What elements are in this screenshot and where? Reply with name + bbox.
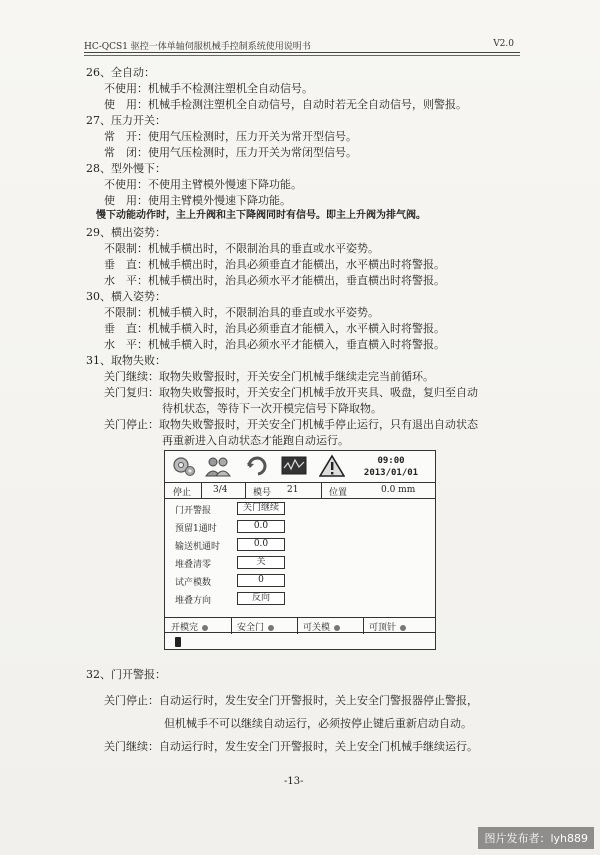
battery-icon xyxy=(175,637,181,647)
setting-value[interactable]: 0.0 xyxy=(237,538,285,551)
section-26-title: 26、全自动： xyxy=(86,66,155,79)
page-header xyxy=(84,37,520,53)
text-line: 待机状态，等待下一次开模完信号下降取物。 xyxy=(162,402,382,415)
page-number: -13- xyxy=(284,776,304,787)
setting-row xyxy=(165,589,435,607)
hmi-status-bar xyxy=(165,483,435,499)
setting-value[interactable]: 关门继续 xyxy=(237,502,285,515)
users-icon xyxy=(205,454,231,478)
signal-safety-door xyxy=(237,620,274,633)
divider xyxy=(245,483,246,499)
header-version: V2.0 xyxy=(493,39,514,49)
hmi-screen xyxy=(164,450,436,650)
hmi-clock xyxy=(351,455,431,479)
text-line: 关门复归：取物失败警报时，开关安全门机械手放开夹具、吸盘，复归至自动 xyxy=(104,386,478,399)
divider xyxy=(321,483,322,499)
text-line: 关门继续：自动运行时，发生安全门开警报时，关上安全门机械手继续运行。 xyxy=(104,740,478,753)
position-value: 0.0 mm xyxy=(381,485,416,495)
text-line: 再重新进入自动状态才能跑自动运行。 xyxy=(162,434,349,447)
hmi-signal-bar xyxy=(165,617,435,633)
text-line: 垂 直：机械手横入时，治具必须垂直才能横入，水平横入时将警报。 xyxy=(104,322,445,335)
text-line: 水 平：机械手横出时，治具必须水平才能横出，垂直横出时将警报。 xyxy=(104,274,445,287)
signal-led-icon xyxy=(400,625,406,631)
header-rule xyxy=(84,55,520,56)
status-step: 3/4 xyxy=(213,485,228,495)
text-line: 关门停止：取物失败警报时，开关安全门机械手停止运行，只有退出自动状态 xyxy=(104,418,478,431)
monitor-icon xyxy=(281,454,307,478)
signal-ejector xyxy=(369,620,406,633)
signal-label: 可顶针 xyxy=(369,623,397,633)
text-line: 垂 直：机械手横出时，治具必须垂直才能横出，水平横出时将警报。 xyxy=(104,258,445,271)
text-line: 水 平：机械手横入时，治具必须水平才能横入，垂直横入时将警报。 xyxy=(104,338,445,351)
watermark: 图片发布者：lyh889 xyxy=(478,827,594,849)
mold-value: 21 xyxy=(287,485,299,495)
hmi-settings xyxy=(165,499,435,623)
setting-value[interactable]: 反向 xyxy=(237,592,285,605)
section-29-title: 29、横出姿势： xyxy=(86,226,166,239)
text-line: 不限制：机械手横出时，不限制治具的垂直或水平姿势。 xyxy=(104,242,379,255)
setting-label: 试产模数 xyxy=(175,578,212,588)
signal-mold-open xyxy=(171,620,208,633)
warning-icon xyxy=(319,454,345,478)
signal-mold-close xyxy=(303,620,340,633)
status-state: 停止 xyxy=(173,488,192,498)
setting-value[interactable]: 0.0 xyxy=(237,520,285,533)
setting-row xyxy=(165,535,435,553)
setting-label: 门开警报 xyxy=(175,506,212,516)
divider xyxy=(363,618,364,634)
signal-label: 安全门 xyxy=(237,623,265,633)
text-line: 使 用：使用主臂模外慢速下降功能。 xyxy=(104,194,291,207)
text-line: 不使用：机械手不检测注塑机全自动信号。 xyxy=(104,82,313,95)
mold-label: 模号 xyxy=(253,488,272,498)
section-30-title: 30、横入姿势： xyxy=(86,290,166,303)
signal-label: 开模完 xyxy=(171,623,199,633)
divider xyxy=(231,618,232,634)
setting-row xyxy=(165,517,435,535)
text-line: 不使用：不使用主臂模外慢速下降功能。 xyxy=(104,178,302,191)
section-28-title: 28、型外慢下： xyxy=(86,162,166,175)
text-line: 常 闭：使用气压检测时，压力开关为常闭型信号。 xyxy=(104,146,357,159)
setting-row xyxy=(165,571,435,589)
text-line: 关门停止：自动运行时，发生安全门开警报时，关上安全门警报器停止警报， xyxy=(104,694,478,707)
clock-date: 2013/01/01 xyxy=(363,468,419,478)
text-line: 关门继续：取物失败警报时，开关安全门机械手继续走完当前循环。 xyxy=(104,370,434,383)
signal-label: 可关模 xyxy=(303,623,331,633)
refresh-icon xyxy=(245,454,271,478)
setting-value[interactable]: 0 xyxy=(237,574,285,587)
header-title: HC-QCS1 驱控一体单轴伺服机械手控制系统使用说明书 xyxy=(84,42,311,52)
divider xyxy=(201,483,202,499)
setting-label: 预留1通时 xyxy=(175,524,217,534)
divider xyxy=(297,618,298,634)
gears-icon xyxy=(171,454,197,478)
setting-row xyxy=(165,553,435,571)
signal-led-icon xyxy=(202,625,208,631)
hmi-icon-bar xyxy=(165,451,435,483)
signal-led-icon xyxy=(268,625,274,631)
signal-led-icon xyxy=(334,625,340,631)
setting-label: 堆叠清零 xyxy=(175,560,212,570)
section-31-title: 31、取物失败： xyxy=(86,354,166,367)
clock-time: 09:00 xyxy=(377,456,405,466)
text-line: 常 开：使用气压检测时，压力开关为常开型信号。 xyxy=(104,130,357,143)
setting-value[interactable]: 关 xyxy=(237,556,285,569)
section-32-title: 32、门开警报： xyxy=(86,668,166,681)
section-27-title: 27、压力开关： xyxy=(86,114,166,127)
setting-label: 堆叠方向 xyxy=(175,596,212,606)
setting-label: 输送机通时 xyxy=(175,542,221,552)
text-line: 不限制：机械手横入时，不限制治具的垂直或水平姿势。 xyxy=(104,306,379,319)
text-line: 使 用：机械手检测注塑机全自动信号，自动时若无全自动信号，则警报。 xyxy=(104,98,467,111)
position-label: 位置 xyxy=(329,488,348,498)
setting-row xyxy=(165,499,435,517)
bold-note: 慢下动能动作时，主上升阀和主下降阀同时有信号。即主上升阀为排气阀。 xyxy=(96,210,426,221)
text-line: 但机械手不可以继续自动运行，必须按停止键后重新启动自动。 xyxy=(164,717,472,730)
